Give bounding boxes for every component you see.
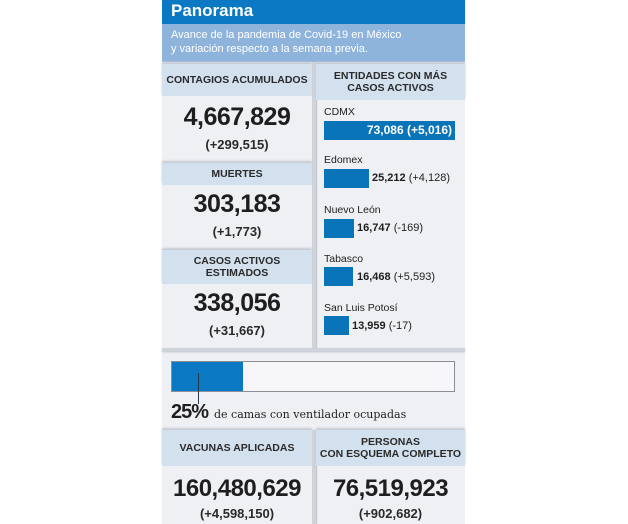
state-name-tabasco: Tabasco [324,253,364,265]
muertes-value: 303,183 [193,190,281,218]
panel-subtitle [171,28,401,56]
muertes-delta: (+1,773) [212,224,262,239]
activos-header [162,250,312,284]
muertes-header [162,163,312,185]
state-value-edomex: 25,212 (+4,128) [372,172,450,184]
subtitle-bar [162,24,465,62]
esquema-label-1: PERSONAS [361,436,420,448]
entidades-label-1: ENTIDADES CON MÁS [333,70,448,82]
ventilator-beds-progress-bar [171,361,455,392]
vacunas-header [162,430,312,466]
ventilator-beds-percent: 25% [171,401,209,423]
vacunas-delta: (+4,598,150) [199,506,275,521]
state-name-san-luis-potosi: San Luis Potosí [324,302,398,314]
state-value-nuevo-leon: 16,747 (-169) [357,222,424,234]
title-bar [162,0,465,24]
state-value-san-luis-potosi: 13,959 (-17) [352,320,412,332]
subtitle-line-2: y variación respecto a la semana previa. [171,43,368,55]
state-bar-san-luis-potosi [324,316,349,335]
state-bar-nuevo-leon [324,219,354,238]
progress-pointer-line [198,373,199,404]
entidades-label-2: CASOS ACTIVOS [347,82,434,94]
esquema-delta: (+902,682) [358,506,423,521]
state-bar-tabasco [324,267,353,286]
state-bar-edomex [324,169,369,188]
esquema-value: 76,519,923 [332,475,449,502]
subtitle-line-1: Avance de la pandemia de Covid-19 en México [171,29,402,41]
state-name-nuevo-leon: Nuevo León [324,204,381,216]
panel-title: Panorama [171,1,254,20]
muertes-label: MUERTES [211,168,263,180]
contagios-delta: (+299,515) [205,137,269,152]
entidades-header [316,64,465,100]
contagios-header [162,64,312,96]
activos-value: 338,056 [193,289,281,317]
state-value-tabasco: 16,468 (+5,593) [357,271,435,283]
activos-delta: (+31,667) [208,323,265,338]
section-separator [162,348,465,351]
ventilator-beds-label: de camas con ventilador ocupadas [214,408,407,421]
esquema-header [316,430,465,466]
progress-fill [172,362,243,391]
esquema-label-2: CON ESQUEMA COMPLETO [319,448,462,460]
activos-label-2: ESTIMADOS [205,267,269,279]
state-value-cdmx: 73,086 (+5,016) [366,123,452,137]
activos-label-1: CASOS ACTIVOS [193,255,281,267]
column-divider-top [312,62,316,348]
vacunas-value: 160,480,629 [173,475,301,502]
contagios-label: CONTAGIOS ACUMULADOS [166,74,308,86]
contagios-value: 4,667,829 [183,103,291,131]
state-name-cdmx: CDMX [324,106,355,118]
vacunas-label: VACUNAS APLICADAS [179,442,295,454]
state-name-edomex: Edomex [324,154,363,166]
